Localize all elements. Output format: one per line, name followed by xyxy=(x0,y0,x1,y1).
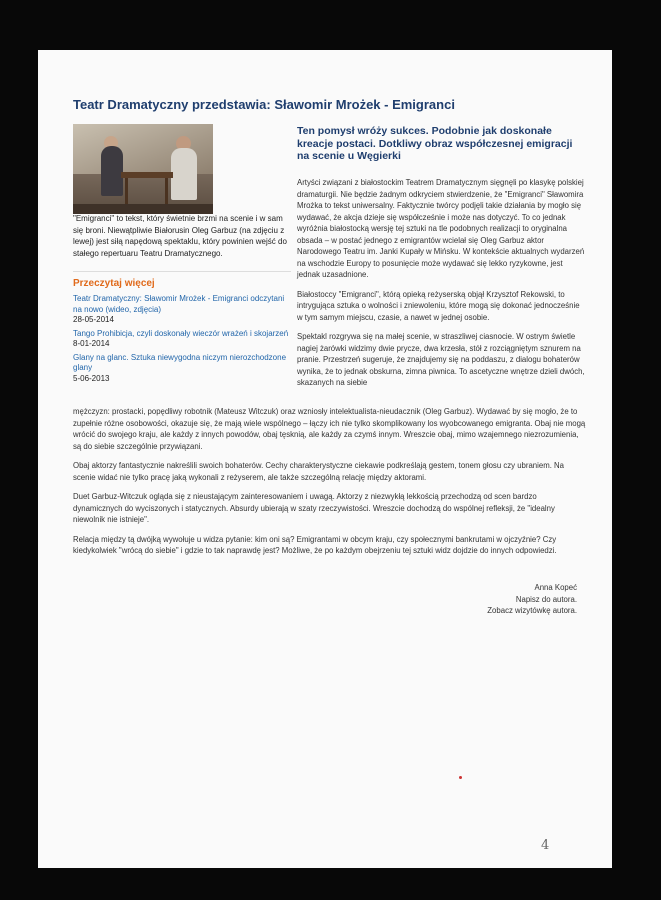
read-more-link[interactable]: Tango Prohibicja, czyli doskonały wieczór wrażeń i skojarzeń xyxy=(73,328,289,338)
handwritten-page-number: 4 xyxy=(541,838,550,853)
write-to-author-link[interactable]: Napisz do autora. xyxy=(515,594,577,604)
body-paragraph: Artyści związani z białostockim Teatrem Dramatycznym sięgnęli po klasykę polskiej dramaturgii. Nie będzie żadnym odkryciem stwierdzenie, że "Emigranci" Sławomira Mrożka to tekst uniwersalny. Faktycznie twórcy podjęli takie działania by mogło się wydawać, że akcja dzieje się współcześnie i może nas dotyczyć. To co jednak wyróżnia białostocką wersję tej sztuki na tle podobnych realizacji to oryginalna obsada – w postać jednego z emigrantów wcielał się Oleg Garbuz aktor Narodowego Teatru im. Janki Kupały w Mińsku. W kontekście aktualnych wydarzeń na wschodzie Europy to posunięcie może wydawać się lekko ryzykowne, jest jednak uzasadnione. xyxy=(297,178,585,279)
body-paragraph: Białostoccy "Emigranci", którą opieką reżyserską objął Krzysztof Rekowski, to intrygująca sztuka o wolności i zniewoleniu, które mogą się dokonać jednocześnie w tym samym miejscu, czasie, a nawet w jednej osobie. xyxy=(297,289,580,322)
photo-caption: "Emigranci" to tekst, który świetnie brzmi na scenie i w sam się broni. Niewątpliwie Białorusin Oleg Garbuz (na zdjęciu z lewej) jest siłą napędową spektaklu, który powinien wejść do stałego repertuaru Teatru Dramatycznego. xyxy=(73,214,287,258)
article-lead: Ten pomysł wróży sukces. Podobnie jak doskonałe kreacje postaci. Dotkliwy obraz współczesnej emigracji na scenie u Węgierki xyxy=(297,125,573,162)
read-more-heading: Przeczytaj więcej xyxy=(73,278,155,289)
read-more-link[interactable]: Glany na glanc. Sztuka niewygodna niczym nierozchodzone glany xyxy=(73,352,287,372)
body-paragraph: Spektakl rozgrywa się na małej scenie, w straszliwej ciasnocie. W ostrym świetle nagiej żarówki widzimy dwie prycze, dwa krzesła, stół z rozciągniętym sznurem na pranie. Przestrzeń sugeruje, że znajdujemy się na poddaszu, z dialogu bohaterów wynika, że to jednak obskurna, zimna piwnica. To ascetyczne wnętrze dzieli dwóch, skazanych na siebie xyxy=(297,332,585,387)
body-paragraph: Obaj aktorzy fantastycznie nakreślili swoich bohaterów. Cechy charakterystyczne ciekawie podkreślają gestem, tonem głosu czy ubraniem. Na scenie widać nie tylko pracę jaką wykonali z reżyserem, ale także szczególną relację między aktorami. xyxy=(73,461,564,482)
read-more-link[interactable]: Teatr Dramatyczny: Sławomir Mrożek - Emigranci odczytani na nowo (wideo, zdjęcia) xyxy=(73,294,285,314)
body-paragraph: Duet Garbuz-Witczuk ogląda się z nieustającym zainteresowaniem i uwagą. Aktorzy z niezwykłą lekkością przechodzą od scen bardzo dynamicznych do wyciszonych i statycznych. Absurdy ubierają w szaty rzeczywistości. Wreszcie dochodzą do wspólnej refleksji, że "idealny niewolnik nie istnieje". xyxy=(73,492,555,524)
author-name: Anna Kopeć xyxy=(534,583,577,592)
article-body-full-width xyxy=(73,406,588,565)
article-title: Teatr Dramatyczny przedstawia: Sławomir Mrożek - Emigranci xyxy=(73,97,455,112)
read-more-date: 8-01-2014 xyxy=(73,339,110,348)
read-more-date: 28-05-2014 xyxy=(73,315,114,324)
ink-dot xyxy=(459,776,462,779)
article-body-right-column xyxy=(297,177,587,397)
body-paragraph: Relacja między tą dwójką wywołuje u widza pytanie: kim oni są? Emigrantami w obcym kraju, czy społecznymi bankrutami w ojczyźnie? Czy kiedykolwiek "wrócą do siebie" i gdzie to tak naprawdę jest? Możliwe, że po każdym obejrzeniu tej sztuki widz dojdzie do innych odpowiedzi. xyxy=(73,534,557,555)
printed-page xyxy=(38,50,612,868)
read-more-item xyxy=(73,294,291,326)
read-more-box xyxy=(73,271,291,387)
read-more-item xyxy=(73,353,291,385)
body-paragraph: mężczyzn: prostacki, popędliwy robotnik (Mateusz Witczuk) oraz wzniosły intelektualista-nieudacznik (Oleg Garbuz). Wydawać by się mogło, że to zupełnie różne osobowości, okazuje się, że mają wiele wspólnego – łączy ich nie tylko skomplikowany los wyobcowanego emigranta. Obaj nie mogą wrócić do swojego kraju, ale każdy z innych powodów, obaj tęsknią, ale każdy za czymś innym. Wreszcie obaj, mimo wzajemnego niezrozumienia, są do siebie szczególnie przywiązani. xyxy=(73,407,586,451)
read-more-item xyxy=(73,329,291,350)
author-card-link[interactable]: Zobacz wizytówkę autora. xyxy=(487,606,577,615)
read-more-date: 5-06-2013 xyxy=(73,373,110,383)
article-photo xyxy=(73,124,213,214)
author-block xyxy=(487,582,577,617)
